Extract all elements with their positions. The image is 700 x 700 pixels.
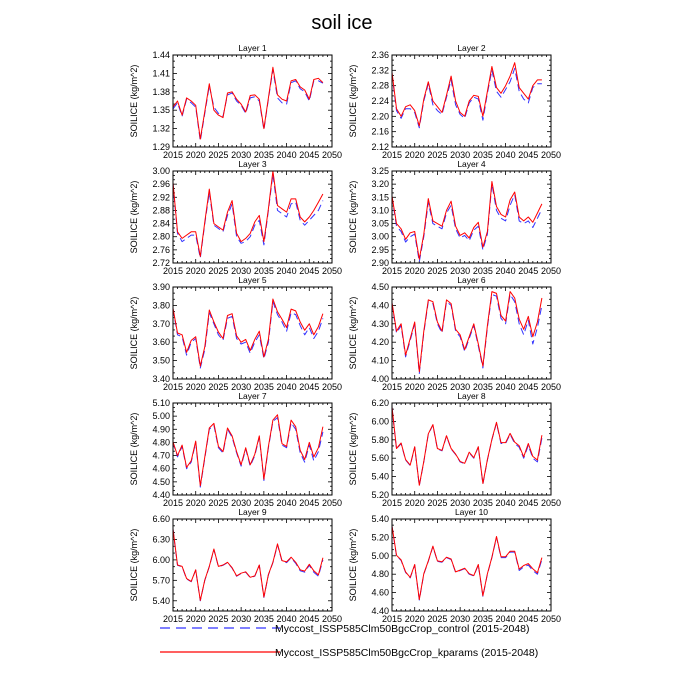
y-tick-label: 5.00 xyxy=(371,550,389,561)
panel-layer-7 xyxy=(129,391,342,508)
plot-frame xyxy=(173,287,332,379)
x-tick-label: 2025 xyxy=(208,150,229,160)
x-tick-label: 2030 xyxy=(450,614,471,624)
y-tick-label: 1.41 xyxy=(152,68,170,79)
x-tick-label: 2035 xyxy=(253,150,274,160)
y-tick-label: 2.84 xyxy=(152,218,170,229)
y-tick-label: 3.20 xyxy=(371,179,389,190)
x-tick-label: 2035 xyxy=(253,382,274,392)
x-tick-label: 2025 xyxy=(427,614,448,624)
plot-frame xyxy=(173,171,332,263)
y-axis-label: SOILICE (kg/m^2) xyxy=(348,412,358,486)
x-tick-label: 2035 xyxy=(253,498,274,508)
y-tick-label: 4.70 xyxy=(152,450,170,461)
x-tick-label: 2030 xyxy=(231,382,252,392)
y-tick-label: 5.20 xyxy=(371,532,389,543)
y-axis-label: SOILICE (kg/m^2) xyxy=(129,296,139,370)
x-tick-label: 2015 xyxy=(162,498,184,508)
panel-layer-10 xyxy=(348,507,561,624)
panel-title: Layer 2 xyxy=(457,43,486,53)
x-tick-label: 2035 xyxy=(472,498,493,508)
y-tick-label: 2.32 xyxy=(371,65,389,76)
y-axis-label: SOILICE (kg/m^2) xyxy=(129,180,139,254)
y-axis-label: SOILICE (kg/m^2) xyxy=(348,64,358,138)
series-line-control xyxy=(392,68,542,127)
x-tick-label: 2015 xyxy=(381,382,403,392)
y-tick-label: 2.92 xyxy=(152,192,170,203)
y-tick-label: 1.38 xyxy=(152,86,170,97)
x-tick-label: 2025 xyxy=(208,266,229,276)
x-tick-label: 2045 xyxy=(299,614,320,624)
legend xyxy=(160,623,538,659)
x-tick-label: 2030 xyxy=(231,150,252,160)
panel-title: Layer 8 xyxy=(457,391,486,401)
panel-title: Layer 9 xyxy=(238,507,267,517)
series-line-kparams xyxy=(392,292,542,372)
x-tick-label: 2040 xyxy=(495,498,516,508)
series-line-kparams xyxy=(173,529,323,601)
y-tick-label: 4.60 xyxy=(152,463,170,474)
x-tick-label: 2050 xyxy=(540,266,562,276)
y-tick-label: 2.80 xyxy=(152,231,170,242)
y-tick-label: 1.44 xyxy=(152,50,170,60)
x-tick-label: 2040 xyxy=(276,614,297,624)
y-tick-label: 5.60 xyxy=(371,453,389,464)
x-tick-label: 2050 xyxy=(321,150,343,160)
legend-label-control: Myccost_ISSP585Clm50BgcCrop_control (2015-2048) xyxy=(275,623,530,635)
plot-frame xyxy=(392,55,551,147)
y-tick-label: 4.20 xyxy=(371,337,389,348)
y-tick-label: 5.40 xyxy=(371,471,389,482)
x-tick-label: 2045 xyxy=(299,382,320,392)
y-tick-label: 3.50 xyxy=(152,355,170,366)
y-tick-label: 6.00 xyxy=(371,416,389,427)
y-tick-label: 4.80 xyxy=(152,437,170,448)
x-tick-label: 2040 xyxy=(495,150,516,160)
x-tick-label: 2025 xyxy=(427,498,448,508)
x-tick-label: 2030 xyxy=(450,382,471,392)
y-tick-label: 4.30 xyxy=(371,318,389,329)
x-tick-label: 2020 xyxy=(185,614,206,624)
x-tick-label: 2035 xyxy=(253,266,274,276)
y-tick-label: 5.40 xyxy=(152,595,170,606)
x-tick-label: 2045 xyxy=(518,614,539,624)
y-tick-label: 3.60 xyxy=(152,337,170,348)
plot-frame xyxy=(173,519,332,611)
y-tick-label: 3.40 xyxy=(152,374,170,384)
y-tick-label: 2.28 xyxy=(371,80,389,91)
y-tick-label: 5.70 xyxy=(152,575,170,586)
x-tick-label: 2050 xyxy=(540,150,562,160)
x-tick-label: 2020 xyxy=(404,266,425,276)
x-tick-label: 2015 xyxy=(162,614,184,624)
x-tick-label: 2030 xyxy=(450,498,471,508)
series-line-control xyxy=(173,529,323,601)
panel-layer-1 xyxy=(129,43,342,160)
series-line-kparams xyxy=(392,63,542,126)
y-tick-label: 4.50 xyxy=(371,282,389,292)
x-tick-label: 2045 xyxy=(518,382,539,392)
y-tick-label: 3.25 xyxy=(371,166,389,176)
y-tick-label: 3.00 xyxy=(371,231,389,242)
x-tick-label: 2040 xyxy=(276,150,297,160)
y-tick-label: 1.32 xyxy=(152,123,170,134)
x-tick-label: 2020 xyxy=(404,150,425,160)
y-tick-label: 2.36 xyxy=(371,50,389,60)
x-tick-label: 2020 xyxy=(185,498,206,508)
x-tick-label: 2015 xyxy=(162,382,184,392)
x-tick-label: 2030 xyxy=(450,266,471,276)
y-tick-label: 4.00 xyxy=(371,374,389,384)
y-tick-label: 1.29 xyxy=(152,142,170,152)
x-tick-label: 2050 xyxy=(321,614,343,624)
panel-layer-4 xyxy=(348,159,561,276)
y-tick-label: 6.20 xyxy=(371,398,389,408)
series-line-control xyxy=(173,418,323,488)
y-tick-label: 4.40 xyxy=(371,606,389,616)
y-tick-label: 5.40 xyxy=(371,514,389,524)
y-tick-label: 3.15 xyxy=(371,192,389,203)
x-tick-label: 2035 xyxy=(472,382,493,392)
figure-title: soil ice xyxy=(311,12,373,34)
y-tick-label: 3.10 xyxy=(371,205,389,216)
y-tick-label: 2.16 xyxy=(371,126,389,137)
y-axis-label: SOILICE (kg/m^2) xyxy=(348,180,358,254)
x-tick-label: 2040 xyxy=(276,498,297,508)
y-tick-label: 4.10 xyxy=(371,355,389,366)
y-axis-label: SOILICE (kg/m^2) xyxy=(348,296,358,370)
y-tick-label: 2.96 xyxy=(152,179,170,190)
y-tick-label: 2.95 xyxy=(371,244,389,255)
x-tick-label: 2045 xyxy=(299,266,320,276)
x-tick-label: 2040 xyxy=(495,266,516,276)
x-tick-label: 2045 xyxy=(299,150,320,160)
series-line-control xyxy=(392,294,542,373)
y-tick-label: 2.76 xyxy=(152,244,170,255)
panel-layer-6 xyxy=(348,275,561,392)
x-tick-label: 2020 xyxy=(185,266,206,276)
series-line-kparams xyxy=(173,171,323,256)
plot-frame xyxy=(173,55,332,147)
x-tick-label: 2030 xyxy=(450,150,471,160)
panel-title: Layer 3 xyxy=(238,159,267,169)
y-axis-label: SOILICE (kg/m^2) xyxy=(129,412,139,486)
x-tick-label: 2050 xyxy=(321,382,343,392)
y-tick-label: 1.35 xyxy=(152,105,170,116)
x-tick-label: 2025 xyxy=(208,614,229,624)
series-line-kparams xyxy=(392,407,542,485)
y-tick-label: 6.30 xyxy=(152,534,170,545)
x-tick-label: 2045 xyxy=(518,498,539,508)
panel-layer-8 xyxy=(348,391,561,508)
y-tick-label: 3.90 xyxy=(152,282,170,292)
x-tick-label: 2025 xyxy=(427,150,448,160)
y-tick-label: 4.90 xyxy=(152,424,170,435)
panel-title: Layer 4 xyxy=(457,159,486,169)
y-tick-label: 6.00 xyxy=(152,554,170,565)
y-tick-label: 2.24 xyxy=(371,96,389,106)
x-tick-label: 2040 xyxy=(276,382,297,392)
y-axis-label: SOILICE (kg/m^2) xyxy=(129,528,139,602)
series-line-kparams xyxy=(173,67,323,139)
y-tick-label: 2.88 xyxy=(152,205,170,216)
x-tick-label: 2050 xyxy=(321,266,343,276)
x-tick-label: 2030 xyxy=(231,614,252,624)
y-tick-label: 4.40 xyxy=(152,490,170,500)
y-tick-label: 5.00 xyxy=(152,411,170,422)
y-tick-label: 3.00 xyxy=(152,166,170,176)
x-tick-label: 2025 xyxy=(427,266,448,276)
y-tick-label: 3.70 xyxy=(152,318,170,329)
panel-layer-5 xyxy=(129,275,342,392)
x-tick-label: 2035 xyxy=(472,614,493,624)
x-tick-label: 2025 xyxy=(208,498,229,508)
panel-title: Layer 6 xyxy=(457,275,486,285)
x-tick-label: 2015 xyxy=(162,150,184,160)
panel-title: Layer 7 xyxy=(238,391,267,401)
x-tick-label: 2050 xyxy=(540,498,562,508)
x-tick-label: 2020 xyxy=(404,382,425,392)
x-tick-label: 2015 xyxy=(381,498,403,508)
y-tick-label: 6.60 xyxy=(152,514,170,524)
x-tick-label: 2050 xyxy=(540,382,562,392)
panel-layer-2 xyxy=(348,43,561,160)
x-tick-label: 2040 xyxy=(495,614,516,624)
x-tick-label: 2015 xyxy=(381,614,403,624)
panel-title: Layer 5 xyxy=(238,275,267,285)
series-line-kparams xyxy=(392,526,542,600)
y-tick-label: 4.40 xyxy=(371,300,389,311)
x-tick-label: 2015 xyxy=(381,266,403,276)
y-tick-label: 4.60 xyxy=(371,587,389,598)
x-tick-label: 2045 xyxy=(518,266,539,276)
y-tick-label: 2.90 xyxy=(371,258,389,268)
x-tick-label: 2040 xyxy=(495,382,516,392)
series-line-control xyxy=(392,184,542,262)
y-tick-label: 3.80 xyxy=(152,300,170,311)
x-tick-label: 2035 xyxy=(253,614,274,624)
x-tick-label: 2040 xyxy=(276,266,297,276)
x-tick-label: 2045 xyxy=(299,498,320,508)
x-tick-label: 2035 xyxy=(472,150,493,160)
series-line-kparams xyxy=(173,299,323,366)
y-axis-label: SOILICE (kg/m^2) xyxy=(348,528,358,602)
y-tick-label: 4.50 xyxy=(152,476,170,487)
y-tick-label: 2.72 xyxy=(152,258,170,268)
y-tick-label: 4.80 xyxy=(371,569,389,580)
y-axis-label: SOILICE (kg/m^2) xyxy=(129,64,139,138)
x-tick-label: 2020 xyxy=(185,150,206,160)
y-tick-label: 5.80 xyxy=(371,434,389,445)
y-tick-label: 2.20 xyxy=(371,111,389,122)
x-tick-label: 2030 xyxy=(231,266,252,276)
y-tick-label: 2.12 xyxy=(371,142,389,152)
x-tick-label: 2015 xyxy=(381,150,403,160)
y-tick-label: 5.20 xyxy=(371,490,389,500)
x-tick-label: 2020 xyxy=(185,382,206,392)
y-tick-label: 3.05 xyxy=(371,218,389,229)
panel-title: Layer 10 xyxy=(454,507,489,517)
x-tick-label: 2020 xyxy=(404,614,425,624)
y-tick-label: 5.10 xyxy=(152,398,170,408)
plot-frame xyxy=(392,171,551,263)
x-tick-label: 2015 xyxy=(162,266,184,276)
legend-label-kparams: Myccost_ISSP585Clm50BgcCrop_kparams (2015-2048) xyxy=(275,647,539,659)
x-tick-label: 2030 xyxy=(231,498,252,508)
panel-layer-9 xyxy=(129,507,342,624)
x-tick-label: 2025 xyxy=(427,382,448,392)
x-tick-label: 2025 xyxy=(208,382,229,392)
x-tick-label: 2035 xyxy=(472,266,493,276)
panels xyxy=(129,43,561,624)
x-tick-label: 2050 xyxy=(321,498,343,508)
series-line-kparams xyxy=(173,415,323,486)
x-tick-label: 2050 xyxy=(540,614,562,624)
series-line-control xyxy=(173,302,323,368)
panel-title: Layer 1 xyxy=(238,43,267,53)
series-line-control xyxy=(392,526,542,600)
x-tick-label: 2020 xyxy=(404,498,425,508)
x-tick-label: 2045 xyxy=(518,150,539,160)
panel-layer-3 xyxy=(129,159,342,276)
